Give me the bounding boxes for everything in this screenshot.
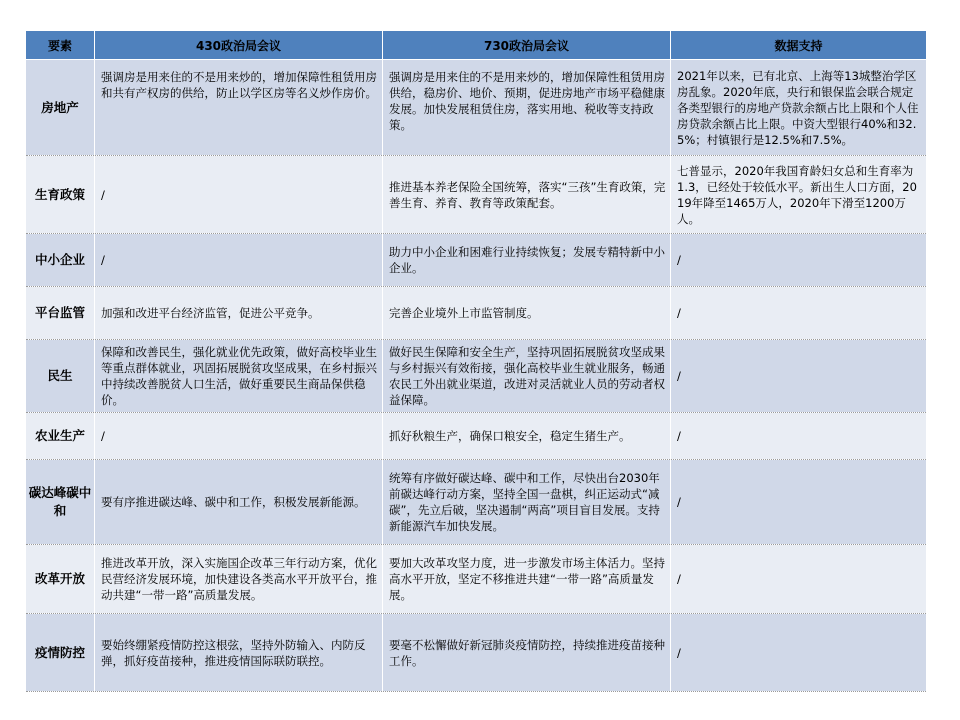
cell-730: 完善企业境外上市监管制度。	[383, 287, 671, 340]
cell-430: /	[95, 234, 383, 287]
cell-430: 强调房是用来住的不是用来炒的，增加保障性租赁用房和共有产权房的供给，防止以学区房等名义炒作房价。	[95, 60, 383, 156]
table-row-platform-regulation	[26, 287, 927, 340]
cell-430: 保障和改善民生，强化就业优先政策，做好高校毕业生等重点群体就业，巩固拓展脱贫攻坚成果，在乡村振兴中持续改善脱贫人口生活，做好重要民生商品保供稳价。	[95, 340, 383, 413]
row-key: 民生	[26, 340, 95, 413]
table-row-sme	[26, 234, 927, 287]
cell-data: /	[671, 614, 927, 692]
cell-730: 要毫不松懈做好新冠肺炎疫情防控，持续推进疫苗接种工作。	[383, 614, 671, 692]
cell-430: 加强和改进平台经济监管，促进公平竞争。	[95, 287, 383, 340]
header-730-meeting: 730政治局会议	[383, 31, 671, 60]
cell-730: 要加大改革攻坚力度，进一步激发市场主体活力。坚持高水平开放，坚定不移推进共建“一带一路”高质量发展。	[383, 545, 671, 614]
cell-430: 要始终绷紧疫情防控这根弦，坚持外防输入、内防反弹，抓好疫苗接种，推进疫情国际联防联控。	[95, 614, 383, 692]
cell-730: 做好民生保障和安全生产，坚持巩固拓展脱贫攻坚成果与乡村振兴有效衔接，强化高校毕业生就业服务，畅通农民工外出就业渠道，改进对灵活就业人员的劳动者权益保障。	[383, 340, 671, 413]
cell-data: 2021年以来，已有北京、上海等13城整治学区房乱象。2020年底，央行和银保监会联合规定各类型银行的房地产贷款余额占比上限和个人住房贷款余额占比上限。中资大型银行40%和32.5%；村镇银行是12.5%和7.5%。	[671, 60, 927, 156]
table-row-agriculture	[26, 413, 927, 460]
row-key: 碳达峰碳中和	[26, 460, 95, 545]
cell-data: /	[671, 287, 927, 340]
cell-data: /	[671, 234, 927, 287]
policy-comparison-table	[25, 30, 927, 692]
header-data-support: 数据支持	[671, 31, 927, 60]
row-key: 改革开放	[26, 545, 95, 614]
header-row	[26, 31, 927, 60]
row-key: 疫情防控	[26, 614, 95, 692]
cell-430: 推进改革开放，深入实施国企改革三年行动方案，优化民营经济发展环境，加快建设各类高水平开放平台，推动共建“一带一路”高质量发展。	[95, 545, 383, 614]
cell-data: 七普显示，2020年我国育龄妇女总和生育率为1.3，已经处于较低水平。新出生人口方面，2019年降至1465万人，2020年下滑至1200万人。	[671, 156, 927, 234]
row-key: 房地产	[26, 60, 95, 156]
cell-730: 强调房是用来住的不是用来炒的，增加保障性租赁用房供给，稳房价、地价、预期，促进房地产市场平稳健康发展。加快发展租赁住房，落实用地、税收等支持政策。	[383, 60, 671, 156]
cell-730: 统筹有序做好碳达峰、碳中和工作，尽快出台2030年前碳达峰行动方案，坚持全国一盘棋，纠正运动式“减碳”，先立后破，坚决遏制“两高”项目盲目发展。支持新能源汽车加快发展。	[383, 460, 671, 545]
table-row-birth-policy	[26, 156, 927, 234]
cell-430: 要有序推进碳达峰、碳中和工作，积极发展新能源。	[95, 460, 383, 545]
row-key: 生育政策	[26, 156, 95, 234]
cell-730: 助力中小企业和困难行业持续恢复；发展专精特新中小企业。	[383, 234, 671, 287]
table-row-epidemic-control	[26, 614, 927, 692]
cell-data: /	[671, 545, 927, 614]
table-row-reform-opening	[26, 545, 927, 614]
cell-data: /	[671, 340, 927, 413]
cell-data: /	[671, 413, 927, 460]
header-element: 要素	[26, 31, 95, 60]
cell-730: 推进基本养老保险全国统筹，落实“三孩”生育政策，完善生育、养育、教育等政策配套。	[383, 156, 671, 234]
row-key: 平台监管	[26, 287, 95, 340]
cell-430: /	[95, 413, 383, 460]
cell-data: /	[671, 460, 927, 545]
table-row-carbon-neutrality	[26, 460, 927, 545]
table-row-real-estate	[26, 60, 927, 156]
policy-comparison-table-wrap	[25, 30, 926, 692]
header-430-meeting: 430政治局会议	[95, 31, 383, 60]
cell-430: /	[95, 156, 383, 234]
row-key: 中小企业	[26, 234, 95, 287]
table-row-livelihood	[26, 340, 927, 413]
row-key: 农业生产	[26, 413, 95, 460]
cell-730: 抓好秋粮生产，确保口粮安全，稳定生猪生产。	[383, 413, 671, 460]
